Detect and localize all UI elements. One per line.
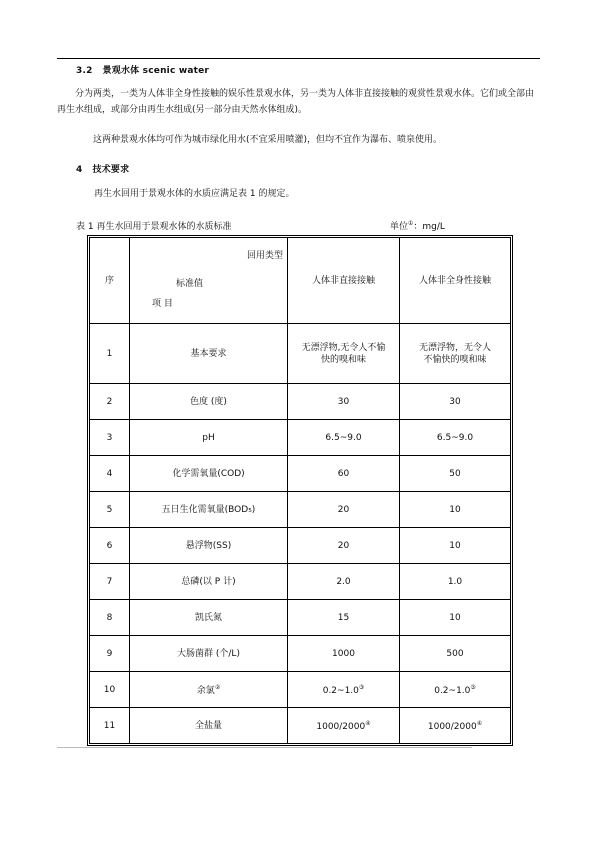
seq-header: 序 [90,238,130,324]
item-name-cell [130,456,288,492]
row-number: 5 [106,504,113,515]
value-non-direct-contact-cell [288,600,400,636]
unit-value: ：mg/L [413,222,445,232]
row-number: 8 [106,612,113,623]
item-name: 五日生化需氧量(BOD₅) [161,504,256,515]
value-non-full-body-contact: 10 [449,612,461,623]
value-non-direct-contact: 1000/2000 [316,722,366,732]
section-4-heading [76,162,129,175]
item-name-cell [130,384,288,420]
section-number: 4 [76,165,83,175]
paragraph: 分为两类，一类为人体非全身性接触的娱乐性景观水体，另一类为人体非直接接触的观赏性景观水体。它们或全部由再生水组成，或部分由再生水组成(另一部分由天然水体组成)。 [57,89,535,115]
value-non-full-body-contact-cell [400,456,511,492]
corner-top-label: 回用类型 [246,251,283,261]
footnote-mark: ④ [365,720,371,727]
value-non-direct-contact: 1000 [332,648,355,659]
table-row [90,636,511,672]
value-non-full-body-contact: 500 [446,648,464,659]
value-non-direct-contact-cell [288,636,400,672]
row-number-cell [90,600,130,636]
item-name: 基本要求 [190,348,227,359]
value-non-full-body-contact-cell [400,636,511,672]
footnote-mark: ④ [476,720,483,727]
value-non-direct-contact-cell [288,456,400,492]
table-row [90,384,511,420]
row-number-cell [90,420,130,456]
row-number: 2 [106,396,113,407]
row-number: 9 [106,648,113,659]
item-name-cell [130,672,288,708]
value-non-direct-contact-cell [288,420,400,456]
table-row [90,708,511,744]
item-name-cell [130,492,288,528]
table-row [90,672,511,708]
value-non-full-body-contact-cell [400,384,511,420]
value-non-full-body-contact-cell [400,564,511,600]
item-name-cell [130,636,288,672]
value-non-full-body-contact: 30 [449,396,461,407]
value-non-direct-contact: 0.2~1.0 [322,686,359,696]
row-number-cell [90,564,130,600]
item-name-cell [130,528,288,564]
section-title: 景观水体 scenic water [102,66,210,76]
row-number-cell [90,492,130,528]
value-non-full-body-contact: 1000/2000 [427,722,477,732]
value-non-full-body-contact-cell [400,600,511,636]
value-non-direct-contact-cell [288,528,400,564]
row-number-cell [90,672,130,708]
value-non-direct-contact-cell [288,492,400,528]
value-non-direct-contact-cell [288,708,400,744]
paragraph: 再生水回用于景观水体的水质应满足表 1 的规定。 [94,189,295,199]
item-name: 化学需氧量(COD) [172,468,245,479]
item-name: pH [202,432,215,443]
table-row [90,600,511,636]
row-number: 7 [106,576,113,587]
value-non-full-body-contact-cell [400,492,511,528]
value-non-direct-contact: 30 [337,396,350,407]
item-name-cell [130,420,288,456]
row-number: 4 [106,468,113,479]
row-number: 3 [106,432,113,443]
section-number: 3.2 [76,66,93,76]
top-rule [57,58,540,59]
item-name-cell [130,324,288,384]
item-name-cell [130,708,288,744]
footnote-mark: ③ [358,684,365,691]
table-row [90,420,511,456]
footnote-mark: ③ [470,684,476,691]
value-non-direct-contact-cell [288,384,400,420]
item-name-cell [130,564,288,600]
value-non-full-body-contact: 10 [449,504,461,515]
corner-header [130,238,288,324]
table-row [90,456,511,492]
footnote-mark: ① [408,220,414,227]
corner-bottom-label: 项 目 [152,299,173,309]
column-header-b: 人体非全身性接触 [400,238,511,324]
value-non-full-body-contact-cell [400,420,511,456]
value-non-full-body-contact: 50 [449,468,461,479]
value-non-direct-contact: 6.5~9.0 [325,432,362,443]
value-non-full-body-contact: 无漂浮物，无令人不愉快的嗅和味 [418,342,491,365]
unit-label: 单位 [390,222,409,232]
value-non-direct-contact: 2.0 [336,576,351,587]
table-row [90,492,511,528]
row-number-cell [90,324,130,384]
item-name: 全盐量 [194,720,222,731]
item-name: 色度 (度) [190,396,227,407]
row-number-cell [90,528,130,564]
column-header-a: 人体非直接接触 [288,238,400,324]
item-name: 悬浮物(SS) [185,540,232,551]
value-non-direct-contact: 60 [337,468,350,479]
item-name: 总磷(以 P 计) [181,576,236,587]
value-non-direct-contact: 15 [337,612,350,623]
value-non-full-body-contact-cell [400,324,511,384]
value-non-direct-contact: 20 [337,540,350,551]
table-unit [390,219,445,232]
row-number: 10 [103,684,116,695]
bottom-rule [57,747,472,748]
water-quality-table [89,237,511,744]
item-name-cell [130,600,288,636]
item-name: 余氯 [196,686,215,696]
value-non-full-body-contact: 0.2~1.0 [434,686,471,696]
value-non-full-body-contact-cell [400,528,511,564]
value-non-full-body-contact-cell [400,708,511,744]
row-number-cell [90,636,130,672]
table-header-row [90,238,511,324]
item-name: 大肠菌群 (个/L) [177,648,240,659]
value-non-direct-contact: 20 [337,504,350,515]
section-3-2-heading [76,63,209,76]
item-name: 凯氏氮 [194,612,222,623]
value-non-full-body-contact: 10 [449,540,461,551]
table-row [90,324,511,384]
corner-mid-label: 标准值 [176,279,204,289]
table-caption: 表 1 再生水回用于景观水体的水质标准 [76,222,232,232]
row-number-cell [90,384,130,420]
value-non-direct-contact-cell [288,324,400,384]
table-row [90,564,511,600]
row-number-cell [90,708,130,744]
row-number: 6 [106,540,113,551]
row-number: 11 [103,720,116,731]
table-row [90,528,511,564]
value-non-direct-contact-cell [288,564,400,600]
row-number: 1 [106,348,113,359]
value-non-direct-contact: 无漂浮物,无令人不愉快的嗅和味 [301,342,386,365]
row-number-cell [90,456,130,492]
value-non-full-body-contact: 6.5~9.0 [436,432,474,443]
value-non-direct-contact-cell [288,672,400,708]
footnote-mark: ② [214,684,221,691]
paragraph: 这两种景观水体均可作为城市绿化用水(不宜采用喷灌)，但均不宜作为瀑布、喷泉使用。 [93,135,443,145]
value-non-full-body-contact-cell [400,672,511,708]
value-non-full-body-contact: 1.0 [447,576,463,587]
section-title: 技术要求 [92,165,130,175]
